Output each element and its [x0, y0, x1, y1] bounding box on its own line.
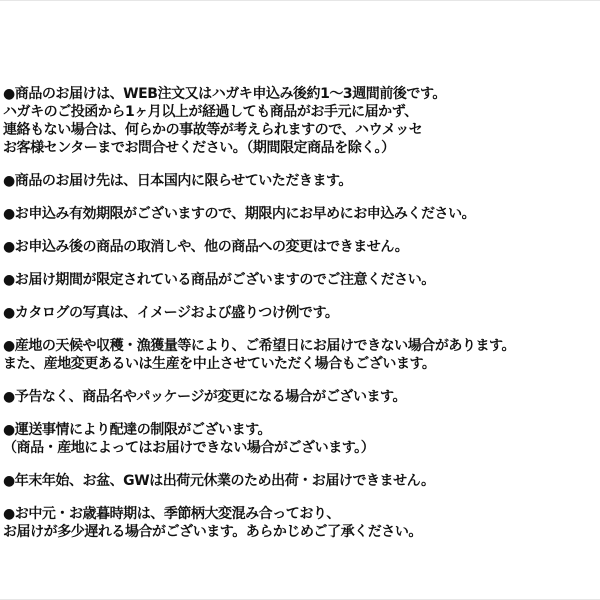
notice-delivery-timing — [3, 85, 597, 157]
notice-line: お届けが多少遅れる場合がございます。あらかじめご了承ください。 — [3, 524, 422, 540]
notice-line: ●年末年始、お盆、GWは出荷元休業のため出荷・お届けできません。 — [3, 473, 435, 489]
notice-busy-season — [3, 505, 597, 541]
notice-line: ハガキのご投函から1ヶ月以上が経過しても商品がお手元に届かず、 — [3, 104, 418, 120]
notice-list — [3, 85, 597, 556]
notice-line: ●お申込み後の商品の取消しや、他の商品への変更はできません。 — [3, 239, 409, 255]
notice-catalog-photos — [3, 304, 597, 322]
notice-line: また、産地変更あるいは生産を中止させていただく場合もございます。 — [3, 356, 436, 372]
notice-application-deadline — [3, 205, 597, 223]
notice-line: ●予告なく、商品名やパッケージが変更になる場合がございます。 — [3, 389, 407, 405]
notice-shipping-restrictions — [3, 421, 597, 457]
notice-line: ●商品のお届け先は、日本国内に限らせていただきます。 — [3, 173, 352, 189]
notice-no-cancellation — [3, 238, 597, 256]
notice-line: ●お中元・お歳暮時期は、季節柄大変混み合っており、 — [3, 506, 340, 522]
notice-line: 連絡もない場合は、何らかの事故等が考えられますので、ハウメッセ — [3, 122, 423, 138]
notice-line: ●商品のお届けは、WEB注文又はハガキ申込み後約1～3週間前後です。 — [3, 86, 446, 102]
notice-delivery-area — [3, 172, 597, 190]
notice-limited-period — [3, 271, 597, 289]
notice-line: ●産地の天候や収穫・漁獲量等により、ご希望日にお届けできない場合があります。 — [3, 338, 515, 354]
notice-package-change — [3, 388, 597, 406]
notice-line: （商品・産地によってはお届けできない場合がございます。） — [3, 440, 375, 456]
notice-weather-production — [3, 337, 597, 373]
notice-line: ●カタログの写真は、イメージおよび盛りつけ例です。 — [3, 305, 339, 321]
notice-line: ●お届け期間が限定されている商品がございますのでご注意ください。 — [3, 272, 435, 288]
notice-line: ●運送事情により配達の制限がございます。 — [3, 422, 272, 438]
notice-holiday-closure — [3, 472, 597, 490]
notice-line: お客様センターまでお問合せください。（期間限定商品を除く。） — [3, 140, 395, 156]
notice-line: ●お申込み有効期限がございますので、期限内にお早めにお申込みください。 — [3, 206, 476, 222]
